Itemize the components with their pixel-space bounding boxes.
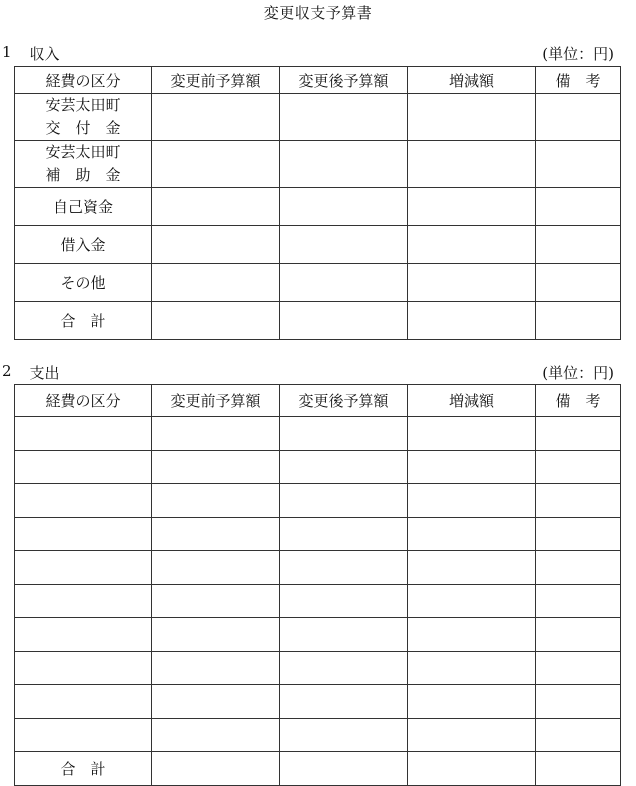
- income-table: [14, 66, 621, 340]
- cell-remarks[interactable]: [536, 94, 621, 141]
- income-unit-label: (単位：円): [542, 44, 614, 63]
- expense-row: [15, 484, 621, 518]
- cell-after[interactable]: [280, 752, 408, 786]
- expense-section-label: 支出: [29, 363, 60, 382]
- cell-before[interactable]: [152, 450, 280, 484]
- cell-diff[interactable]: [408, 752, 536, 786]
- expense-row: [15, 584, 621, 618]
- cell-diff[interactable]: [408, 302, 536, 340]
- cell-diff[interactable]: [408, 618, 536, 652]
- cell-before[interactable]: [152, 141, 280, 188]
- col-category: 経費の区分: [15, 67, 152, 94]
- cell-diff[interactable]: [408, 517, 536, 551]
- cell-category[interactable]: [15, 484, 152, 518]
- cell-before[interactable]: [152, 752, 280, 786]
- cell-remarks[interactable]: [536, 417, 621, 451]
- cell-after[interactable]: [280, 417, 408, 451]
- cell-after[interactable]: [280, 651, 408, 685]
- cell-after[interactable]: [280, 94, 408, 141]
- cell-before[interactable]: [152, 618, 280, 652]
- cell-remarks[interactable]: [536, 685, 621, 719]
- expense-row: [15, 651, 621, 685]
- row-label-line1: 安芸太田町: [45, 143, 121, 161]
- income-row-total: [15, 302, 621, 340]
- cell-diff[interactable]: [408, 417, 536, 451]
- cell-before[interactable]: [152, 651, 280, 685]
- col-difference: 増減額: [408, 385, 536, 417]
- income-section-number: 1: [2, 42, 12, 61]
- cell-diff[interactable]: [408, 651, 536, 685]
- col-difference: 増減額: [408, 67, 536, 94]
- cell-before[interactable]: [152, 264, 280, 302]
- cell-remarks[interactable]: [536, 584, 621, 618]
- cell-category[interactable]: [15, 584, 152, 618]
- row-label-line2: 交 付 金: [45, 119, 121, 137]
- expense-row: [15, 450, 621, 484]
- cell-before[interactable]: [152, 417, 280, 451]
- cell-remarks[interactable]: [536, 551, 621, 585]
- cell-remarks[interactable]: [536, 651, 621, 685]
- col-remarks: 備 考: [536, 385, 621, 417]
- expense-table: [14, 384, 621, 786]
- cell-remarks[interactable]: [536, 264, 621, 302]
- cell-after[interactable]: [280, 551, 408, 585]
- cell-diff[interactable]: [408, 551, 536, 585]
- cell-diff[interactable]: [408, 141, 536, 188]
- cell-after[interactable]: [280, 584, 408, 618]
- income-row-grant: [15, 94, 621, 141]
- expense-section-number: 2: [2, 361, 12, 380]
- cell-after[interactable]: [280, 484, 408, 518]
- cell-category[interactable]: [15, 618, 152, 652]
- cell-after[interactable]: [280, 141, 408, 188]
- row-label: 自己資金: [15, 188, 152, 226]
- cell-category[interactable]: [15, 718, 152, 752]
- row-label-line1: 安芸太田町: [45, 96, 121, 114]
- cell-diff[interactable]: [408, 226, 536, 264]
- cell-category[interactable]: [15, 450, 152, 484]
- cell-after[interactable]: [280, 685, 408, 719]
- income-section-header: [0, 42, 614, 64]
- expense-row: [15, 417, 621, 451]
- cell-remarks[interactable]: [536, 517, 621, 551]
- row-label: 借入金: [15, 226, 152, 264]
- expense-row-total: [15, 752, 621, 786]
- expense-unit-label: (単位：円): [542, 363, 614, 382]
- col-before-amount: 変更前予算額: [152, 67, 280, 94]
- cell-diff[interactable]: [408, 264, 536, 302]
- expense-row: [15, 718, 621, 752]
- cell-diff[interactable]: [408, 484, 536, 518]
- row-label: 合 計: [15, 302, 152, 340]
- cell-before[interactable]: [152, 718, 280, 752]
- cell-diff[interactable]: [408, 450, 536, 484]
- cell-category[interactable]: [15, 517, 152, 551]
- cell-remarks[interactable]: [536, 618, 621, 652]
- cell-remarks[interactable]: [536, 752, 621, 786]
- cell-before[interactable]: [152, 302, 280, 340]
- cell-category[interactable]: [15, 551, 152, 585]
- col-after-amount: 変更後予算額: [280, 385, 408, 417]
- cell-before[interactable]: [152, 94, 280, 141]
- expense-row: [15, 618, 621, 652]
- cell-diff[interactable]: [408, 685, 536, 719]
- cell-remarks[interactable]: [536, 302, 621, 340]
- cell-diff[interactable]: [408, 584, 536, 618]
- cell-before[interactable]: [152, 584, 280, 618]
- cell-before[interactable]: [152, 517, 280, 551]
- income-section-label: 収入: [29, 44, 60, 63]
- cell-before[interactable]: [152, 484, 280, 518]
- income-row-other: [15, 264, 621, 302]
- row-label: 合 計: [15, 752, 152, 786]
- income-row-own-funds: [15, 188, 621, 226]
- document-title: 変更収支予算書: [263, 4, 373, 22]
- cell-category[interactable]: [15, 651, 152, 685]
- cell-remarks[interactable]: [536, 141, 621, 188]
- expense-header-row: [15, 385, 621, 417]
- expense-row: [15, 517, 621, 551]
- cell-after[interactable]: [280, 517, 408, 551]
- col-category: 経費の区分: [15, 385, 152, 417]
- cell-after[interactable]: [280, 226, 408, 264]
- col-after-amount: 変更後予算額: [280, 67, 408, 94]
- cell-diff[interactable]: [408, 718, 536, 752]
- cell-remarks[interactable]: [536, 450, 621, 484]
- expense-row: [15, 685, 621, 719]
- col-before-amount: 変更前予算額: [152, 385, 280, 417]
- cell-after[interactable]: [280, 264, 408, 302]
- income-header-row: [15, 67, 621, 94]
- row-label-line2: 補 助 金: [45, 166, 121, 184]
- cell-remarks[interactable]: [536, 484, 621, 518]
- expense-section-header: [0, 361, 614, 383]
- cell-remarks[interactable]: [536, 188, 621, 226]
- income-row-loan: [15, 226, 621, 264]
- cell-after[interactable]: [280, 302, 408, 340]
- cell-diff[interactable]: [408, 188, 536, 226]
- expense-rows: [15, 417, 621, 752]
- cell-before[interactable]: [152, 685, 280, 719]
- row-label: [15, 94, 152, 141]
- income-row-subsidy: [15, 141, 621, 188]
- expense-row: [15, 551, 621, 585]
- row-label: [15, 141, 152, 188]
- cell-before[interactable]: [152, 226, 280, 264]
- cell-before[interactable]: [152, 188, 280, 226]
- cell-after[interactable]: [280, 718, 408, 752]
- col-remarks: 備 考: [536, 67, 621, 94]
- cell-diff[interactable]: [408, 94, 536, 141]
- cell-remarks[interactable]: [536, 718, 621, 752]
- cell-category[interactable]: [15, 417, 152, 451]
- row-label: その他: [15, 264, 152, 302]
- cell-after[interactable]: [280, 450, 408, 484]
- cell-after[interactable]: [280, 618, 408, 652]
- cell-after[interactable]: [280, 188, 408, 226]
- cell-before[interactable]: [152, 551, 280, 585]
- cell-remarks[interactable]: [536, 226, 621, 264]
- cell-category[interactable]: [15, 685, 152, 719]
